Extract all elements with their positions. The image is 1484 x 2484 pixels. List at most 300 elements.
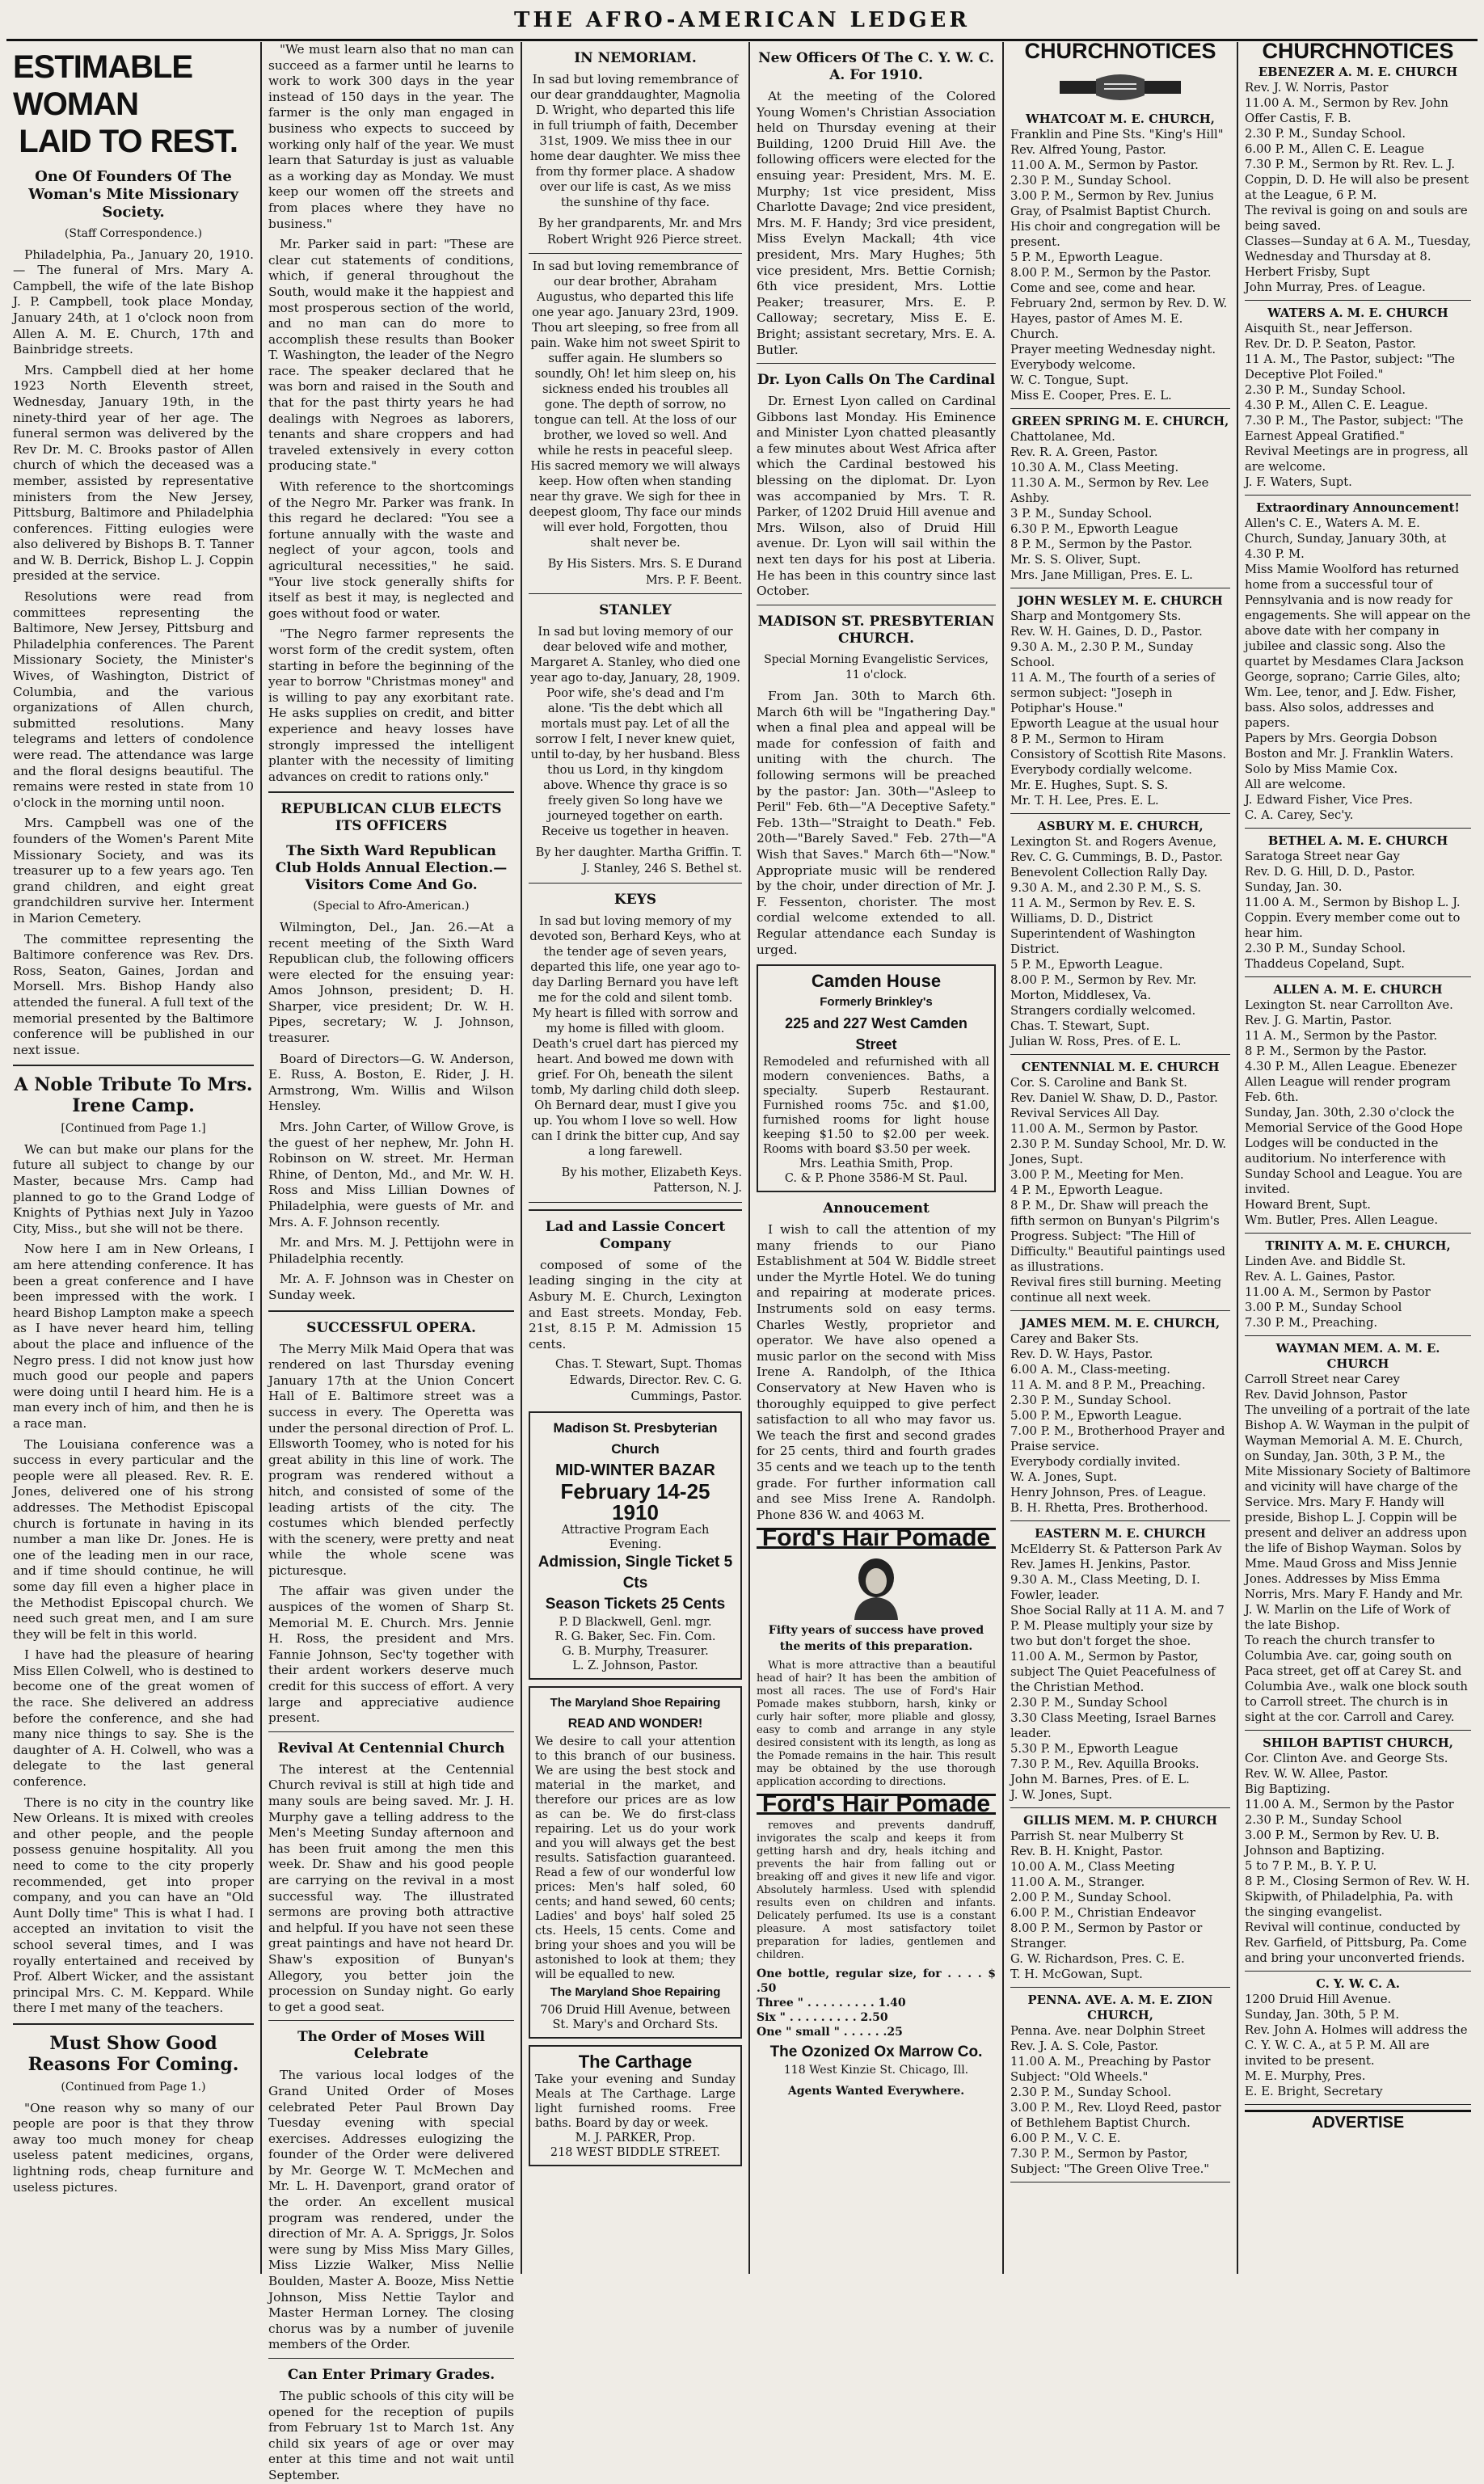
church-line: John Murray, Pres. of League.	[1245, 280, 1426, 294]
church-line: Lexington St. and Rogers Avenue,	[1010, 834, 1217, 849]
church-line: 11.00 A. M., Sermon by Rev. John Offer Castis, F. B.	[1245, 95, 1448, 125]
church-line: C. A. Carey, Sec'y.	[1245, 808, 1354, 822]
church-entry	[1245, 65, 1471, 295]
church-line: Rev. Alfred Young, Pastor.	[1010, 142, 1166, 157]
church-line: Chas. T. Stewart, Supt.	[1010, 1018, 1150, 1033]
article-body	[268, 42, 514, 785]
mustshow-cont: (Continued from Page 1.)	[61, 2080, 206, 2094]
divider	[1010, 1310, 1230, 1311]
memoriam-signature: By her daughter. Martha Griffin. T. J. Stanley, 246 S. Bethel st.	[535, 846, 742, 875]
agents-wanted: Agents Wanted Everywhere.	[787, 2084, 965, 2098]
church-entry	[1010, 112, 1230, 403]
pomade-para-2: removes and prevents dandruff, invigorates the scalp and keeps it from getting harsh and dry, heals itching and prevents the hair from falling out or breaking off and gives it new life and vigor. Absolutely harmless. Used with splendid results even on children and infants. Delicately perfumed. Its use is a constant pleasure. A most satisfactory toilet preparation for ladies, gentlemen and children.	[757, 1819, 996, 1961]
church-line: 2.00 P. M., Sunday School.	[1010, 1890, 1172, 1904]
church-entry	[1245, 500, 1471, 823]
paragraph: Board of Directors—G. W. Anderson, E. Russ, A. Boston, E. Rider, J. H. Armstrong, Wm. Willis and Wilson Hensley.	[268, 1051, 514, 1114]
church-line: Rev. David Johnson, Pastor	[1245, 1387, 1407, 1402]
divider	[529, 1209, 742, 1211]
church-line: Allen's C. E., Waters A. M. E. Church, Sunday, January 30th, at 4.30 P. M.	[1245, 516, 1447, 561]
church-line: 2.30 P. M., Sunday School.	[1010, 2085, 1172, 2099]
paragraph: Mrs. Campbell was one of the founders of the Women's Parent Mite Missionary Society, and was its treasurer up to a few years ago. Ten grand children, and eight great grandchildren survive her. Interment in Marion Cemetery.	[13, 816, 254, 926]
church-line: 11.30 A. M., Sermon by Rev. Lee Ashby.	[1010, 475, 1209, 505]
church-line: 7.30 P. M., Sermon by Pastor, Subject: "The Green Olive Tree."	[1010, 2146, 1210, 2176]
church-line: 8 P. M., Closing Sermon of Rev. W. H. Skipwith, of Philadelphia, Pa. with the singing evangelist.	[1245, 1874, 1470, 1919]
paragraph: The affair was given under the auspices of the women of Sharp St. Memorial M. E. Church. Mrs. Jennie H. Ross, the president and Mrs. Fannie Johnson, Sec'ty together with their ardent workers deserve much credit for this success of effort. A very large and appreciative audience present.	[268, 1584, 514, 1726]
divider	[529, 253, 742, 254]
church-line: Cor. S. Caroline and Bank St.	[1010, 1075, 1187, 1090]
church-name: GILLIS MEM. M. P. CHURCH	[1023, 1813, 1217, 1828]
ywca-title: New Officers Of The C. Y. W. C. A. For 1910.	[758, 50, 994, 83]
church-list	[1010, 112, 1230, 2182]
pomade-title: Ford's Hair Pomade	[757, 1528, 996, 1549]
column-4	[750, 42, 1004, 2274]
church-line: Rev. Daniel W. Shaw, D. D., Pastor.	[1010, 1090, 1218, 1105]
grades-para: The public schools of this city will be opened for the reception of pupils from February 1st to March 1st. Any child six years of age or over may enter at this time and not wait until September.	[268, 2389, 514, 2482]
memoriam-verse: In sad but loving remembrance of our dear brother, Abraham Augustus, who departed this life one year ago. January 23rd, 1909. Thou art sleeping, so free from all pain. Wake him not sweet Spirit to suffer again. He slumbers so soundly, Oh! let him sleep on, his sickness ended his troubles all gone. The depth of sorrow, no tongue can tell. At the loss of our brother, we loved so well. And while he rests in peaceful sleep. His sacred memory we will always keep. How often when standing near thy grave. We sigh for thee in deepest gloom, Thy face our minds will ever hold, Forgotten, thou shalt never be.	[529, 259, 742, 550]
moses-para: The various local lodges of the Grand United Order of Moses celebrated Peter Paul Brown Day Tuesday evening with special exercises. Addresses eulogizing the founder of the Order were delivered by Mr. George W. T. McMechen and Mr. L. H. Davenport, grand orator of the order. An excellent musical program was rendered, under the direction of Mr. A. A. Spriggs, Jr. Solos were sung by Miss Miss Mary Gilles, Miss Lizzie Walker, Miss Nellie Boulden, Master A. Booze, Miss Nettie Johnson, Miss Nettie Taylor and Master Herman Lorney. The closing chorus was by a number of juvenile members of the Order.	[268, 2068, 514, 2352]
memoriam-list	[529, 72, 742, 1203]
paragraph: With reference to the shortcomings of the Negro Mr. Parker was frank. In this regard he declared: "You see a fortune annually with the waste and neglect of your agcon, tools and agricultural necessities," he said. "Your live stock generally shifts for itself as best it may, is neglected and goes without food or water.	[268, 479, 514, 621]
church-line: Rev. D. W. Hays, Pastor.	[1010, 1347, 1153, 1361]
church-line: J. Edward Fisher, Vice Pres.	[1245, 792, 1413, 807]
paragraph: Wilmington, Del., Jan. 26.—At a recent meeting of the Sixth Ward Republican club, the following officers were elected for the ensuing year: Amos Johnson, president; D. H. Sharper, vice president; Dr. W. H. Pipes, secretary; W. J. Johnson, treasurer.	[268, 919, 514, 1046]
church-line: 2.30 P. M., Sunday School	[1245, 1812, 1402, 1827]
church-line: J. W. Jones, Supt.	[1010, 1787, 1113, 1802]
church-line: 3.00 P. M., Meeting for Men.	[1010, 1167, 1184, 1182]
mustshow-para: "One reason why so many of our people are poor is that they throw away too much money for cheap useless patent medicines, organs, lightning rods, cheap furniture and useless pictures.	[13, 2100, 254, 2195]
church-line: 11 A. M. and 8 P. M., Preaching.	[1010, 1377, 1206, 1392]
shoe-repair-ad: The Maryland Shoe Repairing READ AND WONDER! We desire to call your attention to this branch of our business. We are using the best stock and material in the market, and therefore our prices are as low as can be. We do first-class repairing. Let us do your work and you will always get the best results. Satisfaction guaranteed. Read a few of our wonderful low prices: Men's half soled, 60 cents; and hand sewed, 60 cents; Ladies' and boys' half soled 25 cts. Heels, 15 cents. Come and bring your shoes and you will be astonished to look at them; they will be equalled to new. The Maryland Shoe Repairing 706 Druid Hill Avenue, between St. Mary's and Orchard Sts.	[529, 1686, 742, 2039]
paragraph: The Louisiana conference was a success in every particular and the people were all pleased. Rev. R. E. Jones, delivered one of his strong addresses. The Methodist Episcopal church is fortunate in having in its number a man like Dr. Jones. He is one of the leading men in our race, and if time should continue, he will some day fill even a higher place in the Methodist Episcopal church. We need such great men, and I am sure they will be felt in this world.	[13, 1436, 254, 1642]
church-line: Penna. Ave. near Dolphin Street	[1010, 2023, 1205, 2038]
madison-bazar-ad: Madison St. Presbyterian Church MID-WINTER BAZAR February 14-25 1910 Attractive Program Each Evening. Admission, Single Ticket 5 Cts Season Tickets 25 Cents P. D Blackwell, Genl. mgr. R. G. Baker, Sec. Fin. Com. G. B. Murphy, Treasurer. L. Z. Johnson, Pastor.	[529, 1411, 742, 1680]
church-line: 2.30 P. M., Sunday School.	[1245, 382, 1406, 397]
lyon-para: Dr. Ernest Lyon called on Cardinal Gibbons last Monday. His Eminence and Minister Lyon chatted pleasantly a few minutes about West Africa after which the Cardinal bestowed his blessing on the diplomat. Dr. Lyon was accompanied by Mrs. T. R. Parker, of 1202 Druid Hill avenue and Mrs. Wilson, also of Druid Hill avenue. Dr. Lyon will sail within the next ten days for his post at Liberia. He has been in this country since last October.	[757, 394, 996, 599]
church-entry	[1245, 982, 1471, 1228]
church-entry	[1245, 1735, 1471, 1966]
divider	[13, 1065, 254, 1066]
tribute-cont: [Continued from Page 1.]	[61, 1122, 206, 1136]
article-body	[13, 247, 254, 1059]
tribute-body	[13, 1142, 254, 2017]
church-line: 11.00 A. M., Sermon by the Pastor	[1245, 1797, 1454, 1811]
lad-title: Lad and Lassie Concert Company	[545, 1218, 726, 1252]
church-name: WHATCOAT M. E. CHURCH,	[1026, 112, 1215, 126]
paragraph: "We must learn also that no man can succeed as a farmer until he learns to work to work 300 days in the year instead of 150 days in the year. The farmer is the only man engaged in business who expects to succeed by working only half of the year. We must learn that Saturday is just as valuable as a working day as Monday. We must keep our women off the streets and from places where they have no business."	[268, 42, 514, 231]
annc-para: I wish to call the attention of my many friends to our Piano Establishment at 504 W. Biddle street under the Myrtle Hotel. We do tuning and repairing at moderate prices. Instruments sold on easy terms. Charles Westly, proprietor and operator. We have also opened a music parlor on the second with Miss Irene A. Randolph, of the Ithica Conservatory at New Haven who is thoroughly equipped to give perfect satisfaction to all who may favor us. We teach the first and second grades for 25 cents, third and fourth grades 35 cents and we teach up to the tenth grade. For further information call and see Miss Irene A. Randolph. Phone 836 W. and 4063 M.	[757, 1222, 996, 1522]
church-line: Miss E. Cooper, Pres. E. L.	[1010, 388, 1172, 403]
memoriam-name: KEYS	[613, 891, 657, 908]
church-line: 4 P. M., Epworth League.	[1010, 1183, 1163, 1197]
church-line: 7.30 P. M., The Pastor, subject: "The Earnest Appeal Gratified."	[1245, 413, 1464, 443]
church-line: 2.30 P. M., Sunday School	[1010, 1695, 1168, 1710]
church-line: 6.00 P. M., Allen C. E. League	[1245, 141, 1424, 156]
divider	[529, 593, 742, 594]
church-line: Miss Mamie Woolford has returned home from a successful tour of Pennsylvania and is now ready for engagements. She will appear on the above date with her company in jubilee and classic song. Also the quartet by Mesdames Clara Jackson George, soprano; Carrie Giles, alto; Wm. Lee, tenor, and J. Edw. Fisher, bass. Also solos, addresses and papers.	[1245, 562, 1471, 730]
divider	[13, 2023, 254, 2025]
divider	[1245, 300, 1471, 301]
memoriam-name: STANLEY	[599, 602, 672, 619]
church-line: John M. Barnes, Pres. of E. L.	[1010, 1772, 1190, 1786]
church-line: Carroll Street near Carey	[1245, 1372, 1400, 1386]
memoriam-signature: By his mother, Elizabeth Keys. Patterson, N. J.	[561, 1166, 742, 1196]
opera-title: SUCCESSFUL OPERA.	[306, 1319, 476, 1336]
divider	[1010, 1520, 1230, 1521]
church-line: 7.30 P. M., Sermon by Rt. Rev. L. J. Coppin, D. D. He will also be present at the League, 6 P. M.	[1245, 157, 1469, 202]
paragraph: Resolutions were read from committees representing the Baltimore, New Jersey, Pittsburg and Philadelphia conferences. The Parent Missionary Society, the Minister's Wives, of Washington, District of Columbia, and the various organizations of Allen church, submitted resolutions. Many telegrams and letters of condolence were read. The attendance was large and the floral designs beautiful. The remains were rested in state from 10 o'clock in the morning until noon.	[13, 589, 254, 810]
church-line: 10.00 A. M., Class Meeting	[1010, 1859, 1175, 1874]
church-line: 11 A. M., The fourth of a series of sermon subject: "Joseph in Potiphar's House."	[1010, 670, 1216, 715]
paragraph: The committee representing the Baltimore conference was Rev. Drs. Ross, Seaton, Gaines, Jordan and Morsell. Mrs. Bishop Handy also attended the funeral. A full text of the memorial presented by the Baltimore conference will be published in our next issue.	[13, 931, 254, 1057]
church-line: To reach the church transfer to Columbia Ave. car, going south on Paca street, get off at Carey St. and Columbia Ave., walk one block south to Carroll street. The church is in sight at the cor. Carroll and Carey.	[1245, 1633, 1468, 1724]
paragraph: Mrs. John Carter, of Willow Grove, is the guest of her nephew, Mr. John H. Robinson on W. street. Mr. Herman Rhine, of Denton, Md., and Mr. W. H. Ross and Miss Lillian Downes of Philadelphia, were guests of Mr. and Mrs. A. F. Johnson recently.	[268, 1120, 514, 1229]
church-line: Rev. J. A. S. Cole, Pastor.	[1010, 2039, 1159, 2053]
advertise-footer: ADVERTISE	[1245, 2110, 1471, 2132]
church-line: 2.30 P. M., Sunday School.	[1010, 1393, 1172, 1407]
grades-title: Can Enter Primary Grades.	[287, 2367, 495, 2383]
divider	[1245, 1730, 1471, 1731]
lad-para: composed of some of the leading singing in the city at Asbury M. E. Church, Lexington and East streets. Monday, Feb. 21st, 8.15 P. M. Admission 15 cents.	[529, 1257, 742, 1352]
church-line: Strangers cordially welcomed.	[1010, 1003, 1196, 1018]
church-line: 5 P. M., Epworth League.	[1010, 250, 1163, 264]
memoriam-signature: By His Sisters. Mrs. S. E Durand Mrs. P. F. Beent.	[547, 558, 742, 587]
repub-title: REPUBLICAN CLUB ELECTS ITS OFFICERS	[280, 801, 502, 835]
paragraph: The Merry Milk Maid Opera that was rendered on last Thursday evening January 17th at the Union Concert Hall of E. Baltimore street was a success in every. The Operetta was under the personal direction of Prof. L. Ellsworth Toomey, who is noted for his great ability in this line of work. The program was rendered without a hitch, and consisted of some of the leading artists of the city. The costumes which blended perfectly with the scenery, were pretty and neat while the whole scene was picturesque.	[268, 1341, 514, 1578]
company-addr: 118 West Kinzie St. Chicago, Ill.	[783, 2064, 969, 2077]
lad-sig: Chas. T. Stewart, Supt. Thomas Edwards, Director. Rev. C. G. Cummings, Pastor.	[554, 1358, 742, 1403]
church-line: 7.30 P. M., Rev. Aquilla Brooks.	[1010, 1757, 1199, 1771]
paragraph: Mr. A. F. Johnson was in Chester on Sunday week.	[268, 1272, 514, 1302]
company-name: The Ozonized Ox Marrow Co.	[769, 2043, 983, 2060]
church-line: 8.00 P. M., Sermon by Pastor or Stranger.	[1010, 1921, 1203, 1951]
church-name: Extraordinary Announcement!	[1256, 500, 1460, 515]
church-entry	[1010, 414, 1230, 583]
church-line: Rev. W. H. Gaines, D. D., Pastor.	[1010, 624, 1203, 639]
church-name: WAYMAN MEM. A. M. E. CHURCH	[1275, 1341, 1440, 1371]
church-line: 3.30 Class Meeting, Israel Barnes leader.	[1010, 1710, 1216, 1740]
church-line: 4.30 P. M., Allen C. E. League.	[1245, 398, 1428, 412]
memoriam-title: IN NEMORIAM.	[574, 50, 697, 66]
church-line: Rev. Dr. D. P. Seaton, Pastor.	[1245, 336, 1416, 351]
divider	[268, 1310, 514, 1312]
church-line: Julian W. Ross, Pres. of E. L.	[1010, 1034, 1182, 1048]
church-entry	[1010, 1993, 1230, 2177]
annc-title: Annoucement	[823, 1200, 930, 1217]
divider	[1010, 1987, 1230, 1988]
divider	[1245, 1971, 1471, 1972]
church-line: Rev. B. H. Knight, Pastor.	[1010, 1844, 1163, 1858]
church-line: 2.30 P. M., Sunday School.	[1245, 941, 1406, 955]
church-name: ASBURY M. E. CHURCH,	[1037, 819, 1204, 833]
divider	[268, 2020, 514, 2021]
church-line: 11 A. M., Sermon by Rev. E. S. Williams, D. D., District Superintendent of Washington District.	[1010, 896, 1195, 956]
divider	[1010, 408, 1230, 409]
church-line: 10.30 A. M., Class Meeting.	[1010, 460, 1179, 474]
church-line: Herbert Frisby, Supt	[1245, 264, 1370, 279]
church-line: Rev. W. W. Allee, Pastor.	[1245, 1766, 1389, 1781]
church-line: Rev. James H. Jenkins, Pastor.	[1010, 1557, 1191, 1571]
church-line: The unveiling of a portrait of the late Bishop A. W. Wayman in the pulpit of Wayman Memorial A. M. E. Church, on Sunday, Jan. 30th, 3 P. M., the Mite Missionary Society of Baltimore and vicinity will have charge of the Service. Mrs. Mary F. Handy will preside, Bishop L. J. Coppin will be present and deliver an address upon the life of Bishop Wayman. Solos by Mme. Maud Gross and Miss Jennie Jones. Addresses by Miss Emma Norris, Mrs. Mary F. Handy and Mr. J. W. Marlin on the Life of Work of the late Bishop.	[1245, 1402, 1471, 1632]
church-entry	[1245, 833, 1471, 972]
paragraph: Now here I am in New Orleans, I am here attending conference. It has been a great conference and I have been impressed with the work. I heard Bishop Lampton make a speech as I have never heard him, telling about the place and influence of the Negro press. I did not know just how much good our people and papers were doing until I heard him. He is a man every inch of him, and then he is a race man.	[13, 1242, 254, 1431]
church-name: TRINITY A. M. E. CHURCH,	[1265, 1238, 1451, 1253]
church-line: 9.30 A. M., 2.30 P. M., Sunday School.	[1010, 639, 1194, 669]
church-entry	[1245, 1976, 1471, 2099]
church-entry	[1010, 1060, 1230, 1305]
church-line: Rev. A. L. Gaines, Pastor.	[1245, 1269, 1396, 1284]
church-line: 1200 Druid Hill Avenue.	[1245, 1992, 1392, 2006]
church-line: W. A. Jones, Supt.	[1010, 1470, 1118, 1484]
divider	[1245, 1335, 1471, 1336]
church-line: Cor. Clinton Ave. and George Sts.	[1245, 1751, 1448, 1765]
church-line: 3.00 P. M., Sermon by Rev. Junius Gray, of Psalmist Baptist Church. His choir and congregation will be present.	[1010, 188, 1221, 249]
church-line: 7.30 P. M., Preaching.	[1245, 1315, 1378, 1330]
paragraph: There is no city in the country like New Orleans. It is mixed with creoles and other people, and the people possess genuine hospitality. All you need to come to the city properly recommended, get into proper company, and you can have an "Old Aunt Dolly time" This is what I had. I accepted an invitation to visit the school several times, and I was royally entertained and received by Prof. Albert Wicker, and the assistant principal Mrs. C. M. Keppard. While there I met many of the teachers.	[13, 1794, 254, 2016]
divider	[1010, 1807, 1230, 1808]
church-list	[1245, 65, 1471, 2105]
paragraph: Mr. Parker said in part: "These are clear cut statements of conditions, which, if general throughout the South, would make it the happiest and most prosperous section of the world, and no man can do more to accomplish these results than Booker T. Washington, the leader of the Negro race. The speaker declared that he was born and raised in the South and that for the past thirty years he had dealings with Negroes as laborers, tenants and share croppers and had traveled extensively in every cotton producing state."	[268, 237, 514, 474]
pomade-tag: Fifty years of success have proved the merits of this preparation.	[768, 1623, 984, 1653]
church-line: T. H. McGowan, Supt.	[1010, 1967, 1143, 1981]
church-line: Rev. C. G. Cummings, B. D., Pastor.	[1010, 850, 1223, 864]
church-line: B. H. Rhetta, Pres. Brotherhood.	[1010, 1500, 1208, 1515]
church-line: 11.00 A. M., Preaching by Pastor	[1010, 2054, 1211, 2069]
church-line: Revival will continue, conducted by Rev. Garfield, of Pittsburg, Pa. Come and bring your unconverted friends.	[1245, 1920, 1467, 1965]
church-line: Thaddeus Copeland, Supt.	[1245, 956, 1405, 971]
memoriam-verse: In sad but loving remembrance of our dear granddaughter, Magnolia D. Wright, who departed this life in full triumph of faith, December 31st, 1909. We miss thee in our home dear daughter. We miss thee from thy former place. A shadow over our life is cast, As we miss the sunshine of thy face.	[529, 73, 741, 209]
church-name: PENNA. AVE. A. M. E. ZION CHURCH,	[1027, 1993, 1213, 2022]
church-line: Linden Ave. and Biddle St.	[1245, 1254, 1406, 1268]
church-entry	[1245, 1341, 1471, 1725]
handshake-icon	[1010, 65, 1230, 108]
church-line: 8 P. M., Dr. Shaw will preach the fifth sermon on Bunyan's Pilgrim's Progress. Subject: "The Hill of Difficulty." Beautiful paintings used as illustrations.	[1010, 1198, 1225, 1274]
repub-body	[268, 920, 514, 1304]
church-line: Chattolanee, Md.	[1010, 429, 1115, 444]
church-line: 3.00 P. M., Rev. Lloyd Reed, pastor of Bethlehem Baptist Church.	[1010, 2100, 1221, 2130]
paragraph: We can but make our plans for the future all subject to change by our Master, because Mrs. Camp had planned to go to the Grand Lodge of Knights of Pythias next July in Yazoo City, Miss., but she will not be there.	[13, 1141, 254, 1236]
church-line: J. F. Waters, Supt.	[1245, 474, 1352, 489]
church-line: 4.30 P. M., Allen League. Ebenezer Allen League will render program Feb. 6th.	[1245, 1059, 1457, 1104]
church-line: Rev. D. G. Hill, D. D., Pastor.	[1245, 864, 1415, 879]
repub-sub: The Sixth Ward Republican Club Holds Annual Election.—Visitors Come And Go.	[275, 843, 508, 894]
church-line: McElderry St. & Patterson Park Av	[1010, 1541, 1222, 1556]
church-line: 3.00 P. M., Sermon by Rev. U. B. Johnson and Baptizing.	[1245, 1828, 1440, 1858]
church-entry	[1245, 1238, 1471, 1331]
divider	[268, 1731, 514, 1732]
church-line: Epworth League at the usual hour	[1010, 716, 1219, 731]
column-2	[262, 42, 522, 2482]
church-entry	[1010, 593, 1230, 808]
church-line: 11.00 A. M., Sermon by Pastor	[1245, 1284, 1431, 1299]
church-name: SHILOH BAPTIST CHURCH,	[1263, 1735, 1453, 1750]
church-line: 5.30 P. M., Epworth League	[1010, 1741, 1178, 1756]
church-line: Howard Brent, Supt.	[1245, 1197, 1371, 1212]
pomade-title-2: Ford's Hair Pomade	[757, 1794, 996, 1815]
church-line: Rev. J. G. Martin, Pastor.	[1245, 1013, 1393, 1027]
church-line: Sunday, Jan. 30.	[1245, 879, 1343, 894]
church-line: 11 A. M., The Pastor, subject: "The Deceptive Plot Foiled."	[1245, 352, 1455, 382]
church-line: Mr. T. H. Lee, Pres. E. L.	[1010, 793, 1159, 808]
madison-para: From Jan. 30th to March 6th. March 6th will be "Ingathering Day." when a final plea and appeal will be made for confession of faith and uniting with the church. The following sermons will be preached by the pastor: Jan. 30th—"Asleep to Peril" Feb. 6th—"A Deceptive Safety." Feb. 13th—"Straight to Death." Feb. 20th—"Barely Saved." Feb. 27th—"A Wish that Saves." March 6th—"Now." Appropriate music will be rendered by the choir, under direction of Mr. J. F. Fessenton, chorister. The most cordial welcome extended to all. Regular attendance each Sunday is urged.	[757, 689, 996, 957]
church-line: Sunday, Jan. 30th, 5 P. M.	[1245, 2007, 1400, 2022]
carthage-ad: The Carthage Take your evening and Sunday Meals at The Carthage. Large light furnished rooms. Free baths. Board by day or week. M. J. PARKER, Prop. 218 WEST BIDDLE STREET.	[529, 2045, 742, 2166]
camden-house-ad: Camden House Formerly Brinkley's 225 and 227 West Camden Street Remodeled and refurnished with all modern conveniences. Baths, a specialty. Superb Restaurant. Furnished rooms 75c. and $1.00, furnished rooms for light house keeping $1.50 to $2.00 per week. Rooms with board $3.50 per week. Mrs. Leathia Smith, Prop. C. & P. Phone 3586-M St. Paul.	[757, 964, 996, 1192]
church-line: 6.30 P. M., Epworth League	[1010, 521, 1178, 536]
church-line: 5 P. M., Epworth League.	[1010, 957, 1163, 972]
church-line: E. E. Bright, Secretary	[1245, 2084, 1383, 2098]
divider	[1245, 1233, 1471, 1234]
divider	[268, 2358, 514, 2359]
church-line: Shoe Social Rally at 11 A. M. and 7 P. M. Please multiply your size by two but don't forget the shoe.	[1010, 1603, 1225, 1648]
repub-byline: (Special to Afro-American.)	[313, 900, 470, 913]
ywca-para: At the meeting of the Colored Young Women's Christian Association held on Thursday evening at their Building, 1200 Druid Hill Ave. the following officers were elected for the ensuing year: President, Mrs. M. E. Murphy; 1st vice president, Miss Charlotte Davage; 2nd vice president, Mrs. M. F. Handy; 3rd vice president, Miss Evelyn Mackall; 4th vice president, Mrs. Mary Hughes; 5th vice president, Mrs. Bettie Cornish; 6th vice president, Mrs. Lottie Peaker; treasurer, Mrs. E. P. Calloway; secretary, Miss E. E. Bright; assistant secretary, Mrs. E. A. Butler.	[757, 89, 996, 357]
divider	[529, 883, 742, 884]
church-line: The revival is going on and souls are being saved.	[1245, 203, 1468, 233]
church-line: 11.00 A. M., Sermon by Pastor.	[1010, 158, 1199, 172]
opera-body	[268, 1342, 514, 1727]
church-line: 5.00 P. M., Epworth League.	[1010, 1408, 1183, 1423]
church-line: 8.00 P. M., Sermon by Rev. Mr. Morton, Middlesex, Va.	[1010, 972, 1197, 1002]
church-line: 8 P. M., Sermon to Hiram Consistory of Scottish Rite Masons.	[1010, 732, 1227, 761]
church-name: WATERS A. M. E. CHURCH	[1267, 306, 1448, 320]
church-line: 2.30 P. M., Sunday School.	[1010, 173, 1172, 188]
divider	[1245, 495, 1471, 496]
church-line: 3.00 P. M., Sunday School	[1245, 1300, 1402, 1314]
church-line: Saratoga Street near Gay	[1245, 849, 1400, 863]
church-line: Wm. Butler, Pres. Allen League.	[1245, 1212, 1439, 1227]
paragraph: Philadelphia, Pa., January 20, 1910.— The funeral of Mrs. Mary A. Campbell, the wife of the late Bishop J. P. Campbell, took place Monday, January 24th, at 1 o'clock noon from Allen A. M. E. Church, 17th and Bainbridge streets.	[13, 247, 254, 357]
church-line: Mrs. Jane Milligan, Pres. E. L.	[1010, 567, 1193, 582]
church-line: 11 A. M., Sermon by the Pastor.	[1245, 1028, 1438, 1043]
columns	[6, 39, 1478, 2482]
church-line: 5 to 7 P. M., B. Y. P. U.	[1245, 1858, 1377, 1873]
church-line: M. E. Murphy, Pres.	[1245, 2069, 1366, 2083]
tribute-title: A Noble Tribute To Mrs. Irene Camp.	[14, 1074, 253, 1117]
church-line: 8 P. M., Sermon by the Pastor.	[1245, 1044, 1427, 1058]
church-line: Carey and Baker Sts.	[1010, 1331, 1140, 1346]
column-1	[6, 42, 262, 2274]
church-line: Revival Meetings are in progress, all are welcome.	[1245, 444, 1469, 474]
divider	[1245, 2104, 1471, 2105]
church-entry	[1245, 306, 1471, 490]
church-line: Rev. John A. Holmes will address the C. Y. W. C. A., at 5 P. M. All are invited to be present.	[1245, 2022, 1468, 2068]
church-line: Benevolent Collection Rally Day.	[1010, 865, 1208, 879]
church-line: Everybody cordially welcome.	[1010, 762, 1192, 777]
church-line: G. W. Richardson, Pres. C. E.	[1010, 1951, 1185, 1966]
memoriam-verse: In sad but loving memory of my devoted son, Berhard Keys, who at the tender age of seven years, departed this life, one year ago to-day Darling Bernard you have left me for the cold and silent tomb. My heart is filled with sorrow and my home is filled with gloom. Death's cruel dart has pierced my heart. And bowed me down with grief. For Oh, beneath the silent tomb, My darling child doth sleep. Oh Bernard dear, must I give you up. You whom I love so well. How can I drink the bitter cup, And say a long farewell.	[529, 913, 741, 1158]
church-line: 7.00 P. M., Brotherhood Prayer and Praise service.	[1010, 1423, 1225, 1453]
church-line: 11.00 A. M., Stranger.	[1010, 1875, 1145, 1889]
divider	[1010, 1054, 1230, 1055]
church-line: Prayer meeting Wednesday night. Everybody welcome.	[1010, 342, 1216, 372]
subhead: One Of Founders Of The Woman's Mite Missionary Society.	[28, 168, 238, 221]
church-line: Henry Johnson, Pres. of League.	[1010, 1485, 1207, 1499]
church-line: 11.00 A. M., Sermon by Pastor, subject The Quiet Peacefulness of the Christian Method.	[1010, 1649, 1216, 1694]
church-line: Parrish St. near Mulberry St	[1010, 1828, 1184, 1843]
column-3	[522, 42, 750, 2274]
divider	[757, 363, 996, 364]
church-line: Rev. R. A. Green, Pastor.	[1010, 445, 1158, 459]
memoriam-verse: In sad but loving memory of our dear beloved wife and mother, Margaret A. Stanley, who died one year ago to-day, January, 28, 1909. Poor wife, she's dead and I'm alone. 'Tis the debt which all mortals must pay. Let of all the sorrow I felt, I never knew quiet, until to-day, by her husband. Bless thou us Lord, in thy kingdom above. Whence thy grace is so freely given So long have we journeyed together on earth. Receive us together in heaven.	[530, 625, 740, 839]
church-name: ALLEN A. M. E. CHURCH	[1273, 982, 1443, 997]
church-name: CENTENNIAL M. E. CHURCH	[1021, 1060, 1220, 1074]
church-line: Big Baptizing.	[1245, 1782, 1330, 1796]
church-line: Mr. S. S. Oliver, Supt.	[1010, 552, 1141, 567]
church-line: 3 P. M., Sunday School.	[1010, 506, 1153, 521]
price-list: One bottle, regular size, for . . . . $ .50 Three " . . . . . . . . . 1.40 Six " . . . . . . . . . 2.50 One " small " . . . . . .25	[757, 1967, 996, 2039]
paragraph: "The Negro farmer represents the worst form of the credit system, often starting in before the beginning of the year to borrow "Christmas money" and is willing to pay any exorbitant rate. He asks supplies on credit, and bitter experience and heavy losses have strongly impressed the intelligent planter with the necessity of limiting advances on credit to rations only."	[268, 626, 514, 784]
church-line: Revival Services All Day.	[1010, 1106, 1160, 1120]
church-line: 9.30 A. M., Class Meeting, D. I. Fowler, leader.	[1010, 1572, 1200, 1602]
madison-sub: Special Morning Evangelistic Services, 11 o'clock.	[764, 652, 989, 682]
church-line: 2.30 P. M. Sunday School, Mr. D. W. Jones, Supt.	[1010, 1137, 1227, 1166]
church-line: Classes—Sunday at 6 A. M., Tuesday, Wednesday and Thursday at 8.	[1245, 234, 1471, 264]
church-line: Subject: "Old Wheels."	[1010, 2069, 1149, 2084]
church-line: Revival fires still burning. Meeting continue all next week.	[1010, 1275, 1222, 1305]
portrait-icon	[848, 1554, 904, 1620]
church-line: Lexington St. near Carrollton Ave.	[1245, 997, 1453, 1012]
church-line: 11.00 A. M., Sermon by Bishop L. J. Coppin. Every member come out to hear him.	[1245, 895, 1461, 940]
revival-para: The interest at the Centennial Church revival is still at high tide and many souls are being saved. Mr. J. H. Murphy gave a telling address to the Men's Meeting Sunday afternoon and has been fruit among the men this week. Dr. Shaw and his good people are carrying on the revival in a most successful way. The illustrated sermons are proving both attractive and helpful. If you have not seen these great paintings and have not heard Dr. Shaw's exposition of Bunyan's Allegory, you better join the procession on Sunday night. Go early to get a good seat.	[268, 1761, 514, 2014]
church-entry	[1010, 1526, 1230, 1803]
memoriam-signature: By her grandparents, Mr. and Mrs Robert Wright 926 Pierce street.	[538, 217, 742, 247]
paragraph: Mr. and Mrs. M. J. Pettijohn were in Philadelphia recently.	[268, 1235, 514, 1266]
church-name: JOHN WESLEY M. E. CHURCH	[1018, 593, 1223, 608]
moses-title: The Order of Moses Will Celebrate	[297, 2029, 485, 2063]
divider	[529, 1202, 742, 1203]
headline: ESTIMABLE WOMAN LAID TO REST.	[13, 49, 238, 159]
church-line: Everybody cordially invited.	[1010, 1454, 1181, 1469]
church-line: 6.00 P. M., V. C. E.	[1010, 2131, 1121, 2145]
church-line: Franklin and Pine Sts. "King's Hill"	[1010, 127, 1224, 141]
church-entry	[1010, 1813, 1230, 1982]
church-name: BETHEL A. M. E. CHURCH	[1267, 833, 1448, 848]
column-6	[1238, 39, 1478, 2274]
masthead: THE AFRO-AMERICAN LEDGER	[6, 6, 1478, 41]
church-name: EASTERN M. E. CHURCH	[1035, 1526, 1206, 1541]
column-5	[1004, 39, 1238, 2274]
church-name: JAMES MEM. M. E. CHURCH,	[1020, 1316, 1221, 1331]
church-notices-header: CHURCHNOTICES	[1262, 39, 1454, 63]
church-name: GREEN SPRING M. E. CHURCH,	[1011, 414, 1229, 428]
paragraph: I have had the pleasure of hearing Miss Ellen Colwell, who is destined to become one of the great women of the race. She delivered an address before the conference, and she had many nice things to say. She is the daughter of A. H. Colwell, who was a delegate to the last general conference.	[13, 1647, 254, 1790]
lyon-title: Dr. Lyon Calls On The Cardinal	[757, 372, 996, 389]
church-line: Papers by Mrs. Georgia Dobson Boston and Mr. J. Franklin Waters. Solo by Miss Mamie Cox.	[1245, 731, 1454, 776]
church-line: 2.30 P. M., Sunday School.	[1245, 126, 1406, 141]
church-name: EBENEZER A. M. E. CHURCH	[1258, 65, 1458, 79]
church-line: All are welcome.	[1245, 777, 1347, 791]
mustshow-title: Must Show Good Reasons For Coming.	[27, 2032, 239, 2075]
church-entry	[1010, 819, 1230, 1049]
pomade-para: What is more attractive than a beautiful head of hair? It has been the ambition of most all races. The use of Ford's Hair Pomade makes stubborn, harsh, kinky or curly hair softer, more pliable and glossy, easy to comb and arrange in any style desired consistent with its length, as long as the Pomade remains in the hair. This result may be obtained by the use thorough application according to directions.	[757, 1660, 996, 1789]
church-notices-header: CHURCHNOTICES	[1024, 39, 1216, 63]
byline: (Staff Correspondence.)	[64, 227, 203, 240]
church-line: 6.00 P. M., Christian Endeavor	[1010, 1905, 1195, 1920]
church-line: 9.30 A. M., and 2.30 P. M., S. S.	[1010, 880, 1202, 895]
divider	[1010, 813, 1230, 814]
revival-title: Revival At Centennial Church	[277, 1740, 505, 1757]
church-line: 8 P. M., Sermon by the Pastor.	[1010, 537, 1193, 551]
church-line: Sharp and Montgomery Sts.	[1010, 609, 1182, 623]
church-line: 11.00 A. M., Sermon by Pastor.	[1010, 1121, 1199, 1136]
church-entry	[1010, 1316, 1230, 1516]
divider	[1245, 976, 1471, 977]
paragraph: Mrs. Campbell died at her home 1923 North Eleventh street, Wednesday, January 19th, in the ninety-third year of her age. The funeral sermon was delivered by the Rev Dr. M. C. Brooks pastor of Allen church of which the deceased was a member, assisted by representative ministers from the New Jersey, Pittsburg, Baltimore and Philadelphia conferences. Fitting eulogies were also delivered by Bishops B. T. Tanner and W. B. Derrick, Bishop L. J. Coppin presided at the service.	[13, 362, 254, 584]
church-line: Aisquith St., near Jefferson.	[1245, 321, 1413, 335]
church-line: Rev. J. W. Norris, Pastor	[1245, 80, 1389, 95]
church-line: 8.00 P. M., Sermon by the Pastor. Come and see, come and hear. February 2nd, sermon by Rev. D. W. Hayes, pastor of Ames M. E. Church.	[1010, 265, 1228, 341]
divider	[1245, 828, 1471, 829]
